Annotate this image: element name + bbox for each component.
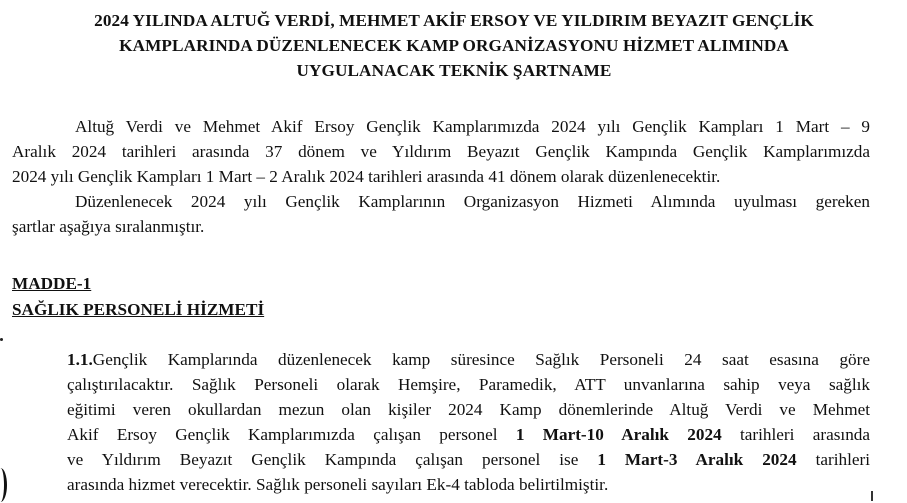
clause-line-4-c: tarihleri arasında	[721, 425, 871, 444]
intro-p1-line-3: 2024 yılı Gençlik Kampları 1 Mart – 2 Aralık 2024 tarihleri arasında 41 dönem olarak düzenlenecektir.	[12, 167, 721, 186]
clause-line-3: eğitimi veren okullardan mezun olan kişiler 2024 Kamp dönemlerinde Altuğ Verdi ve Mehmet	[67, 400, 870, 419]
clause-line-4	[67, 422, 870, 447]
scan-speck	[0, 338, 3, 341]
clause-line-1-text: Gençlik Kamplarında düzenlenecek kamp süresince Sağlık Personeli 24 saat esasına göre	[92, 350, 870, 369]
intro-paragraph-1	[12, 114, 870, 189]
scan-tick-mark	[871, 491, 873, 501]
article-heading: SAĞLIK PERSONELİ HİZMETİ	[12, 300, 265, 319]
document-title	[14, 8, 894, 83]
scan-edge-mark	[0, 468, 7, 502]
intro-p1-line-2: Aralık 2024 tarihleri arasında 37 dönem ve Yıldırım Beyazıt Gençlik Kampında Gençlik Kamplarımızda	[12, 142, 870, 161]
clause-line-1	[67, 347, 870, 372]
title-line-1: 2024 YILINDA ALTUĞ VERDİ, MEHMET AKİF ERSOY VE YILDIRIM BEYAZIT GENÇLİK	[94, 11, 814, 30]
clause-line-5	[67, 447, 870, 472]
date-range-bold-2: 1 Mart-3 Aralık 2024	[597, 450, 797, 469]
clause-1-1	[67, 347, 870, 497]
clause-line-5-a: ve Yıldırım Beyazıt Gençlik Kampında çalışan personel ise	[67, 450, 598, 469]
date-range-bold-1: 1 Mart-10 Aralık 2024	[515, 425, 722, 444]
intro-p1-line-1: Altuğ Verdi ve Mehmet Akif Ersoy Gençlik Kamplarımızda 2024 yılı Gençlik Kampları 1 Mart – 9	[75, 117, 870, 136]
intro-p2-line-1: Düzenlenecek 2024 yılı Gençlik Kamplarının Organizasyon Hizmeti Alımında uyulması gereken	[75, 192, 870, 211]
clause-line-6: arasında hizmet verecektir. Sağlık personeli sayıları Ek-4 tabloda belirtilmiştir.	[67, 475, 609, 494]
intro-p2-line-2: şartlar aşağıya sıralanmıştır.	[12, 217, 205, 236]
title-line-3: UYGULANACAK TEKNİK ŞARTNAME	[296, 61, 612, 80]
clause-line-4-a: Akif Ersoy Gençlik Kamplarımızda çalışan personel	[67, 425, 516, 444]
article-number: MADDE-1	[12, 274, 92, 293]
clause-number: 1.1.	[67, 350, 93, 369]
intro-paragraph-2	[12, 189, 870, 239]
clause-line-2: çalıştırılacaktır. Sağlık Personeli olarak Hemşire, Paramedik, ATT unvanlarına sahip veya sağlık	[67, 375, 870, 394]
clause-line-5-c: tarihleri	[796, 450, 870, 469]
title-line-2: KAMPLARINDA DÜZENLENECEK KAMP ORGANİZASYONU HİZMET ALIMINDA	[119, 36, 789, 55]
